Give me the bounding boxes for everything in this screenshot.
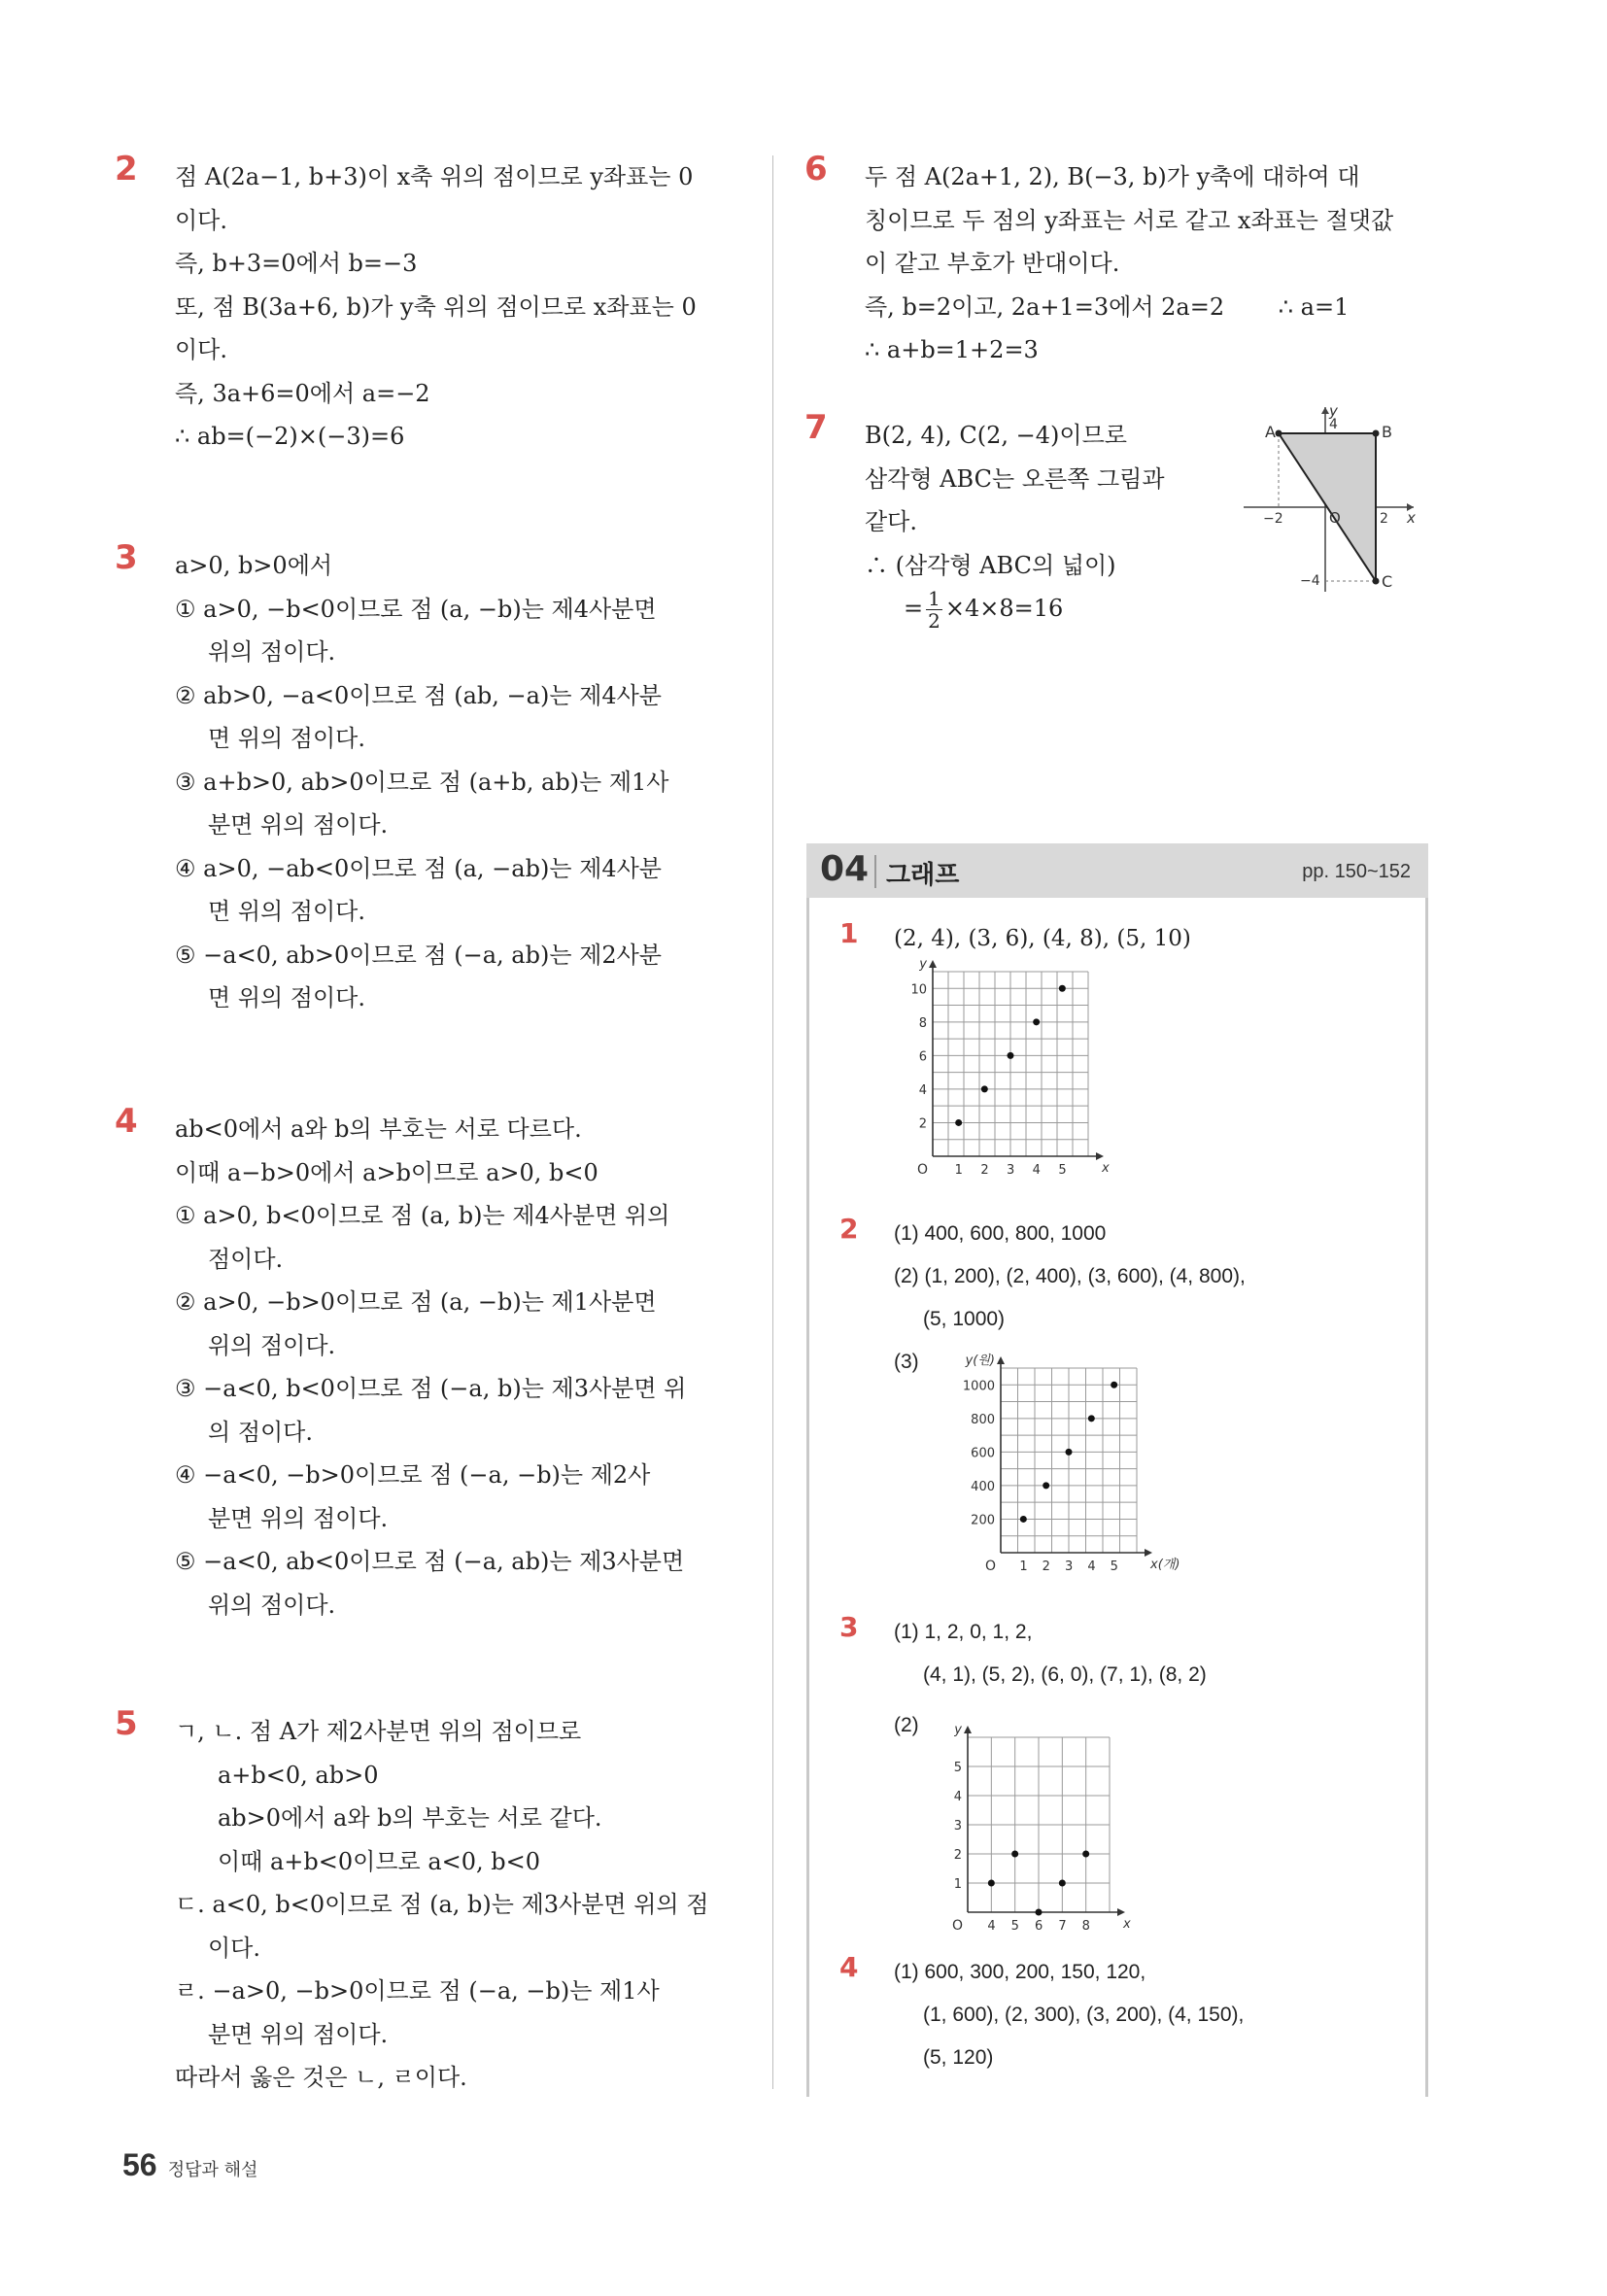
text-line: 면 위의 점이다.	[208, 898, 365, 925]
page-number: 56	[122, 2147, 157, 2182]
text-line: ㄷ. a<0, b<0이므로 점 (a, b)는 제3사분면 위의 점	[175, 1891, 709, 1918]
x-tick-label: 4	[987, 1919, 996, 1934]
y-axis-arrow-icon	[964, 1726, 972, 1733]
graph-answer-2	[913, 1349, 1180, 1582]
answer-number: 1	[839, 917, 859, 949]
text-line: 즉, 3a+6=0에서 a=−2	[175, 379, 430, 407]
text-line: 두 점 A(2a+1, 2), B(−3, b)가 y축에 대하여 대	[865, 163, 1360, 190]
y-axis-label: y	[954, 1723, 962, 1737]
x-axis-arrow-icon	[1096, 1152, 1104, 1160]
data-point	[1043, 1482, 1049, 1489]
data-point	[1008, 1052, 1014, 1059]
triangle-figure	[1244, 402, 1419, 597]
x-axis-label: x	[1102, 1161, 1110, 1176]
x-tick-label: 3	[1065, 1559, 1074, 1574]
x-tick-label: 8	[1081, 1919, 1090, 1934]
data-point	[1020, 1516, 1027, 1523]
x-axis-label: x	[1123, 1917, 1131, 1932]
text-line: ② a>0, −b>0이므로 점 (a, −b)는 제1사분면	[175, 1288, 657, 1316]
point-c	[1373, 578, 1380, 585]
data-point	[1059, 985, 1066, 992]
page-footer	[122, 2147, 257, 2183]
text-line: 이때 a+b<0이므로 a<0, b<0	[218, 1847, 541, 1875]
text-line: (5, 120)	[923, 2046, 994, 2069]
data-point	[955, 1119, 962, 1126]
origin-label: O	[985, 1559, 997, 1574]
data-point	[1059, 1880, 1066, 1887]
y-tick-label: 200	[971, 1513, 995, 1528]
data-point	[1111, 1382, 1117, 1388]
problem-2	[115, 150, 738, 459]
text-line: ④ −a<0, −b>0이므로 점 (−a, −b)는 제2사	[175, 1461, 651, 1489]
text-line: 의 점이다.	[208, 1418, 313, 1446]
y-tick-label: 4	[953, 1790, 962, 1804]
data-point	[981, 1085, 988, 1092]
y-tick-label: 3	[953, 1819, 962, 1833]
y-tick-label: 8	[918, 1015, 927, 1031]
text-line: 삼각형 ABC는 오른쪽 그림과	[865, 464, 1165, 493]
y-tick-label: 1	[953, 1877, 962, 1892]
problem-4	[115, 1102, 738, 1627]
x-axis-arrow-icon	[1117, 1908, 1125, 1916]
text-line: ab>0에서 a와 b의 부호는 서로 같다.	[218, 1804, 602, 1832]
text-line: 점이다.	[208, 1245, 284, 1273]
text-line: (1) 600, 300, 200, 150, 120,	[894, 1961, 1146, 1983]
label-c: C	[1382, 572, 1393, 591]
text-line: 분면 위의 점이다.	[208, 811, 389, 839]
fraction	[926, 588, 942, 632]
text-line: ab<0에서 a와 b의 부호는 서로 다르다.	[175, 1115, 582, 1143]
problem-6	[804, 150, 1428, 372]
text-line: 분면 위의 점이다.	[208, 1504, 389, 1532]
answer-4	[806, 1951, 1409, 2079]
tick-label-neg4: −4	[1300, 573, 1320, 589]
y-axis-arrow-icon	[929, 960, 937, 968]
column-divider	[772, 155, 773, 2089]
text-line: 위의 점이다.	[208, 1331, 336, 1359]
text-line: (1) 400, 600, 800, 1000	[894, 1222, 1107, 1245]
label-origin: O	[1329, 509, 1341, 527]
page-range: pp. 150~152	[1302, 861, 1411, 882]
text-line: ① a>0, −b<0이므로 점 (a, −b)는 제4사분면	[175, 595, 657, 623]
y-tick-label: 1000	[962, 1379, 995, 1394]
tick-label-2: 2	[1380, 511, 1388, 527]
text-line: 면 위의 점이다.	[208, 984, 365, 1011]
y-tick-label: 6	[918, 1049, 927, 1065]
text-line: ⑤ −a<0, ab>0이므로 점 (−a, ab)는 제2사분	[175, 941, 662, 969]
text-line: 이때 a−b>0에서 a>b이므로 a>0, b<0	[175, 1158, 598, 1186]
y-tick-label: 400	[971, 1479, 995, 1494]
problem-number: 3	[115, 538, 138, 577]
label-x: x	[1407, 509, 1416, 527]
text-line: 따라서 옳은 것은 ㄴ, ㄹ이다.	[175, 2064, 467, 2091]
x-tick-label: 7	[1058, 1919, 1067, 1934]
text-line: 위의 점이다.	[208, 1591, 336, 1619]
text-line: ∴ a=1	[1278, 292, 1350, 321]
y-tick-label: 5	[953, 1761, 962, 1775]
y-tick-label: 800	[971, 1412, 995, 1427]
text-line: ① a>0, b<0이므로 점 (a, b)는 제4사분면 위의	[175, 1202, 670, 1229]
section-border	[1425, 898, 1428, 2097]
data-point	[1066, 1449, 1073, 1456]
problem-3	[115, 538, 738, 1020]
y-axis-label: y	[919, 957, 927, 972]
section-header	[806, 843, 1428, 898]
text-line: 면 위의 점이다.	[208, 725, 365, 752]
x-axis-arrow-icon	[1145, 1549, 1152, 1557]
text-line: (3)	[894, 1351, 919, 1373]
x-tick-label: 3	[1007, 1163, 1015, 1178]
text-line: 이다.	[208, 1934, 260, 1962]
text-line: ④ a>0, −ab<0이므로 점 (a, −ab)는 제4사분	[175, 854, 662, 882]
y-tick-label: 4	[918, 1082, 927, 1098]
data-point	[1088, 1415, 1095, 1422]
text-line: 즉, b=2이고, 2a+1=3에서 2a=2	[865, 292, 1225, 321]
y-tick-label: 2	[953, 1848, 962, 1863]
y-tick-label: 2	[918, 1116, 927, 1132]
x-tick-label: 2	[980, 1163, 989, 1178]
text-line: B(2, 4), C(2, −4)이므로	[865, 422, 1127, 449]
text-line: ⑤ −a<0, ab<0이므로 점 (−a, ab)는 제3사분면	[175, 1548, 685, 1575]
text-line: ③ a+b>0, ab>0이므로 점 (a+b, ab)는 제1사	[175, 768, 669, 796]
problem-number: 4	[115, 1102, 138, 1141]
text-line: (1) 1, 2, 0, 1, 2,	[894, 1621, 1033, 1643]
text-line: a>0, b>0에서	[175, 552, 333, 579]
text-line: ×4×8=16	[944, 595, 1064, 622]
fraction-numerator: 1	[928, 587, 940, 610]
label-a: A	[1265, 423, 1276, 441]
section-title: 그래프	[886, 861, 960, 890]
label-y: y	[1329, 402, 1338, 420]
text-line: (5, 1000)	[923, 1308, 1006, 1330]
text-line: (2) (1, 200), (2, 400), (3, 600), (4, 800),	[894, 1265, 1246, 1287]
y-axis-label: y(원)	[965, 1354, 995, 1368]
problem-number: 6	[804, 150, 828, 188]
label-b: B	[1382, 423, 1392, 441]
text-line: ③ −a<0, b<0이므로 점 (−a, b)는 제3사분면 위	[175, 1375, 687, 1402]
footer-label: 정답과 해설	[167, 2160, 258, 2180]
graph-answer-1	[884, 952, 1110, 1182]
text-line: ② ab>0, −a<0이므로 점 (ab, −a)는 제4사분	[175, 681, 662, 709]
text-line: 즉, b+3=0에서 b=−3	[175, 250, 418, 277]
data-point	[1082, 1851, 1089, 1858]
x-tick-label: 5	[1058, 1163, 1067, 1178]
data-point	[1033, 1018, 1040, 1025]
text-line: (2, 4), (3, 6), (4, 8), (5, 10)	[894, 926, 1191, 951]
point-b	[1373, 430, 1380, 437]
x-tick-label: 6	[1035, 1919, 1043, 1934]
point-a	[1276, 430, 1282, 437]
text-line: 이다.	[175, 336, 227, 363]
text-line: 위의 점이다.	[208, 638, 336, 666]
text-line-group	[865, 286, 1428, 329]
text-line: a+b<0, ab>0	[218, 1761, 379, 1789]
x-tick-label: 5	[1110, 1559, 1118, 1574]
tick-label-4: 4	[1329, 417, 1338, 432]
problem-number: 5	[115, 1704, 138, 1743]
section-04	[806, 843, 1428, 2097]
text-line: 이 같고 부호가 반대이다.	[865, 250, 1120, 277]
text-line: (4, 1), (5, 2), (6, 0), (7, 1), (8, 2)	[923, 1663, 1207, 1686]
y-axis-arrow-icon	[1321, 407, 1329, 414]
answer-number: 2	[839, 1213, 859, 1245]
x-tick-label: 1	[954, 1163, 963, 1178]
x-axis-label: x(개)	[1150, 1558, 1180, 1572]
text-line: 분면 위의 점이다.	[208, 2020, 389, 2048]
problem-number: 2	[115, 150, 138, 188]
text-line: ㄹ. −a>0, −b>0이므로 점 (−a, −b)는 제1사	[175, 1977, 660, 2005]
answer-number: 4	[839, 1951, 859, 1983]
y-tick-label: 600	[971, 1446, 995, 1461]
text-line: 같다.	[865, 508, 917, 535]
data-point	[988, 1880, 995, 1887]
origin-label: O	[917, 1162, 929, 1178]
text-line: 점 A(2a−1, b+3)이 x축 위의 점이므로 y좌표는 0	[175, 163, 694, 190]
problem-7	[804, 402, 1428, 633]
x-tick-label: 4	[1032, 1163, 1041, 1178]
origin-label: O	[952, 1918, 964, 1934]
text-line: 칭이므로 두 점의 y좌표는 서로 같고 x좌표는 절댓값	[865, 206, 1394, 234]
tick-label-neg2: −2	[1263, 511, 1283, 527]
answer-number: 3	[839, 1611, 859, 1643]
graph-answer-3	[913, 1718, 1146, 1941]
x-tick-label: 2	[1042, 1559, 1050, 1574]
equals-sign: =	[904, 595, 924, 622]
problem-number: 7	[804, 408, 828, 447]
x-tick-label: 1	[1019, 1559, 1028, 1574]
x-tick-label: 5	[1010, 1919, 1019, 1934]
text-line: (1, 600), (2, 300), (3, 200), (4, 150),	[923, 2004, 1245, 2026]
fraction-denominator: 2	[928, 609, 940, 633]
text-line: ∴ (삼각형 ABC의 넓이)	[865, 551, 1116, 579]
text-line: ∴ ab=(−2)×(−3)=6	[175, 423, 405, 450]
y-axis-arrow-icon	[997, 1356, 1005, 1364]
header-separator	[874, 855, 876, 888]
x-tick-label: 4	[1087, 1559, 1096, 1574]
problem-5	[115, 1704, 738, 2100]
data-point	[1036, 1909, 1043, 1916]
text-line: (2)	[894, 1714, 919, 1736]
section-border	[806, 898, 809, 2097]
text-line: 이다.	[175, 206, 227, 234]
text-line: ㄱ, ㄴ. 점 A가 제2사분면 위의 점이므로	[175, 1718, 582, 1745]
text-line: 또, 점 B(3a+6, b)가 y축 위의 점이므로 x좌표는 0	[175, 292, 697, 321]
section-number: 04	[820, 849, 870, 889]
text-line: ∴ a+b=1+2=3	[865, 336, 1039, 363]
y-tick-label: 10	[910, 982, 927, 998]
data-point	[1011, 1851, 1018, 1858]
